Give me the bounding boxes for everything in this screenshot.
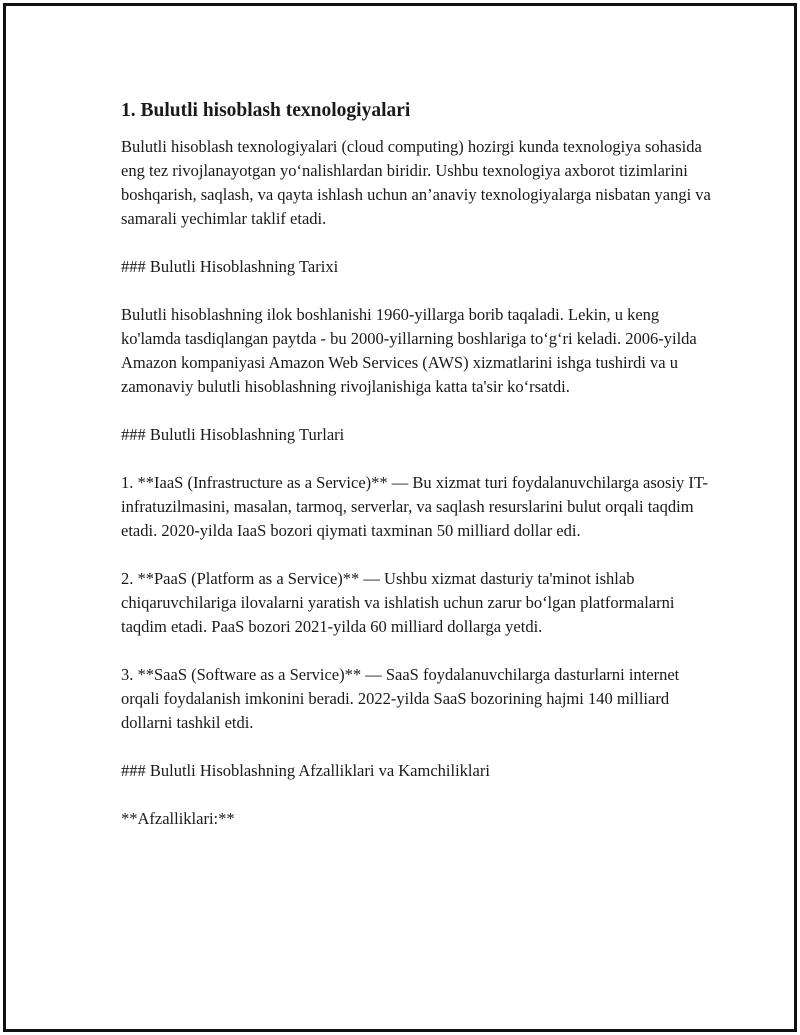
document-title: 1. Bulutli hisoblash texnologiyalari bbox=[121, 100, 411, 121]
heading-pros-cons: ### Bulutli Hisoblashning Afzalliklari va Kamchiliklari bbox=[121, 761, 490, 780]
heading-advantages: **Afzalliklari:** bbox=[121, 809, 235, 828]
paragraph-saas: 3. **SaaS (Software as a Service)** — SaaS foydalanuvchilarga dasturlarni internet orqali foydalanish imkonini beradi. 2022-yilda SaaS bozorining hajmi 140 milliard dollarni tashkil etdi. bbox=[121, 665, 680, 732]
paragraph-history: Bulutli hisoblashning ilok boshlanishi 1960-yillarga borib taqaladi. Lekin, u keng ko'lamda tasdiqlangan paytda - bu 2000-yillarning boshlariga to‘g‘ri keladi. 2006-yilda Amazon kompaniyasi Amazon Web Services (AWS) xizmatlarini ishga tushirdi va u zamonaviy bulutli hisoblashning rivojlanishiga katta ta'sir ko‘rsatdi. bbox=[121, 305, 697, 396]
heading-types: ### Bulutli Hisoblashning Turlari bbox=[121, 425, 345, 444]
paragraph-intro: Bulutli hisoblash texnologiyalari (cloud computing) hozirgi kunda texnologiya sohasida eng tez rivojlanayotgan yo‘nalishlardan biridir. Ushbu texnologiya axborot tizimlarini boshqarish, saqlash, va qayta ishlash uchun an’anaviy texnologiyalarga nisbatan yangi va samarali yechimlar taklif etadi. bbox=[121, 137, 711, 228]
heading-history: ### Bulutli Hisoblashning Tarixi bbox=[121, 257, 339, 276]
document-content bbox=[121, 99, 711, 855]
document-page bbox=[3, 3, 797, 1032]
paragraph-paas: 2. **PaaS (Platform as a Service)** — Ushbu xizmat dasturiy ta'minot ishlab chiqaruvchilariga ilovalarni yaratish va ishlatish uchun zarur bo‘lgan platformalarni taqdim etadi. PaaS bozori 2021-yilda 60 milliard dollarga yetdi. bbox=[121, 569, 675, 636]
paragraph-iaas: 1. **IaaS (Infrastructure as a Service)** — Bu xizmat turi foydalanuvchilarga asosiy IT-infratuzilmasini, masalan, tarmoq, serverlar, va saqlash resurslarini bulut orqali taqdim etadi. 2020-yilda IaaS bozori qiymati taxminan 50 milliard dollar edi. bbox=[121, 473, 708, 540]
